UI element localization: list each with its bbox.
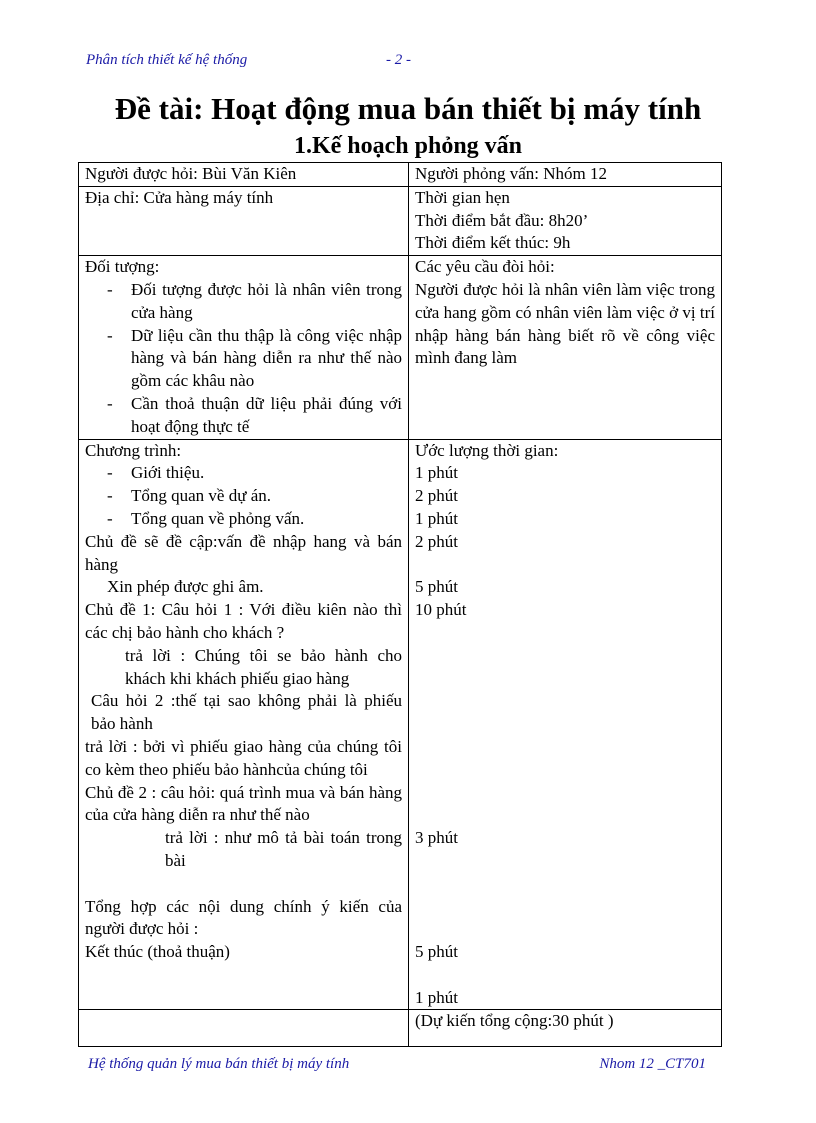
subject-text: Đối tượng được hỏi là nhân viên trong cửa hàng — [131, 279, 402, 322]
time-estimate-cell — [409, 439, 722, 1010]
spacer — [415, 713, 715, 736]
time-record: 5 phút — [415, 577, 458, 597]
interviewee-cell — [79, 163, 409, 187]
dash-bullet-icon: - — [107, 325, 113, 345]
header-doc-title: Phân tích thiết kế hệ thống — [86, 52, 248, 68]
topic2-question: Chủ đề 2 : câu hỏi: quá trình mua và bán hàng của cửa hàng diễn ra như thế nào — [85, 782, 402, 825]
table-row — [79, 163, 722, 187]
total-cell — [409, 1010, 722, 1047]
subjects-title: Đối tượng: — [85, 257, 160, 277]
list-item — [85, 325, 402, 393]
spacer — [415, 918, 715, 941]
requirements-title: Các yêu cầu đòi hỏi: — [415, 257, 555, 277]
page-footer — [88, 1056, 706, 1076]
spacer — [85, 873, 402, 896]
spacer — [415, 554, 715, 577]
table-row — [79, 1010, 722, 1047]
spacer — [415, 736, 715, 759]
end-time: Thời điểm kết thúc: 9h — [415, 233, 571, 253]
summary-text: Tổng hợp các nội dung chính ý kiến của người được hỏi : — [85, 896, 402, 939]
page-header — [86, 52, 726, 74]
time-summary: 5 phút — [415, 942, 458, 962]
topic1-question1: Chủ đề 1: Câu hỏi 1 : Với điều kiên nào thì các chị bảo hành cho khách ? — [85, 600, 402, 642]
topic1-answer2: trả lời : bởi vì phiếu giao hàng của chúng tôi co kèm theo phiếu bảo hànhcủa chúng tôi — [85, 736, 402, 779]
address-cell — [79, 186, 409, 255]
subject-text: Cần thoả thuận dữ liệu phải đúng với hoạt động thực tế — [131, 393, 402, 436]
time-topic: 2 phút — [415, 531, 458, 551]
footer-group: Nhom 12 _CT701 — [599, 1056, 706, 1072]
dash-bullet-icon: - — [107, 463, 113, 483]
program-item: Giới thiệu. — [131, 463, 205, 483]
page-title: Đề tài: Hoạt động mua bán thiết bị máy tính — [114, 91, 702, 126]
spacer — [415, 964, 715, 987]
start-time: Thời điểm bắt đầu: 8h20’ — [415, 210, 589, 230]
spacer — [415, 873, 715, 896]
requirements-cell — [409, 256, 722, 439]
spacer — [415, 645, 715, 668]
spacer — [415, 850, 715, 873]
spacer — [415, 668, 715, 691]
spacer — [415, 622, 715, 645]
list-item — [85, 393, 402, 439]
time-topic1: 10 phút — [415, 600, 467, 620]
list-item — [85, 279, 402, 325]
time-ending: 1 phút — [415, 987, 458, 1007]
spacer — [415, 896, 715, 919]
list-item — [85, 485, 402, 508]
program-title: Chương trình: — [85, 440, 182, 460]
time-interview: 1 phút — [415, 508, 458, 528]
time-topic2: 3 phút — [415, 828, 458, 848]
requirements-text: Người được hỏi là nhân viên làm việc trong cửa hang gồm có nhân viên làm việc ở vị trí nhập hàng bán hàng biết rõ về công việc mình đang làm — [415, 279, 715, 368]
table-row — [79, 256, 722, 439]
topic1-answer1: trả lời : Chúng tôi se bảo hành cho khách khi khách phiếu giao hàng — [125, 645, 402, 688]
list-item — [85, 462, 402, 485]
time-estimate-title: Ước lượng thời gian: — [415, 440, 559, 460]
dash-bullet-icon: - — [107, 508, 113, 528]
list-item — [85, 508, 402, 531]
empty-cell — [79, 1010, 409, 1047]
time-project: 2 phút — [415, 486, 458, 506]
page-number: - 2 - — [386, 52, 411, 68]
time-intro: 1 phút — [415, 463, 458, 483]
program-cell — [79, 439, 409, 1010]
spacer — [415, 782, 715, 805]
program-item: Tổng quan về dự án. — [131, 486, 271, 506]
footer-system-name: Hệ thống quản lý mua bán thiết bị máy tính — [88, 1056, 350, 1072]
schedule-cell — [409, 186, 722, 255]
table-row — [79, 439, 722, 1010]
topic1-question2: Câu hỏi 2 :thế tại sao không phải là phiếu bảo hành — [91, 691, 402, 734]
subject-text: Dữ liệu cần thu thập là công việc nhập hàng và bán hàng diễn ra như thế nào gồm các khâu nào — [131, 325, 402, 391]
appointment-label: Thời gian hẹn — [415, 187, 510, 207]
program-item: Tổng quan về phỏng vấn. — [131, 508, 305, 528]
dash-bullet-icon: - — [107, 393, 113, 413]
total-time: (Dự kiến tổng cộng:30 phút ) — [415, 1011, 614, 1031]
table-row — [79, 186, 722, 255]
topic2-answer: trả lời : như mô tả bài toán trong bài — [165, 828, 402, 870]
interviewer: Người phỏng vấn: Nhóm 12 — [415, 164, 607, 183]
interviewer-cell — [409, 163, 722, 187]
ending-text: Kết thúc (thoả thuận) — [85, 942, 230, 962]
record-permission: Xin phép được ghi âm. — [107, 577, 264, 597]
address: Địa chỉ: Cửa hàng máy tính — [85, 187, 274, 207]
spacer — [415, 690, 715, 713]
dash-bullet-icon: - — [107, 279, 113, 299]
dash-bullet-icon: - — [107, 486, 113, 506]
interviewee: Người được hỏi: Bùi Văn Kiên — [85, 164, 297, 183]
section-title: 1.Kế hoạch phỏng vấn — [293, 133, 523, 159]
spacer — [415, 759, 715, 782]
subjects-cell — [79, 256, 409, 439]
topic-intro: Chủ đề sẽ đề cập:vấn đề nhập hang và bán hàng — [85, 531, 402, 574]
interview-plan-table — [78, 162, 722, 1047]
spacer — [415, 804, 715, 827]
